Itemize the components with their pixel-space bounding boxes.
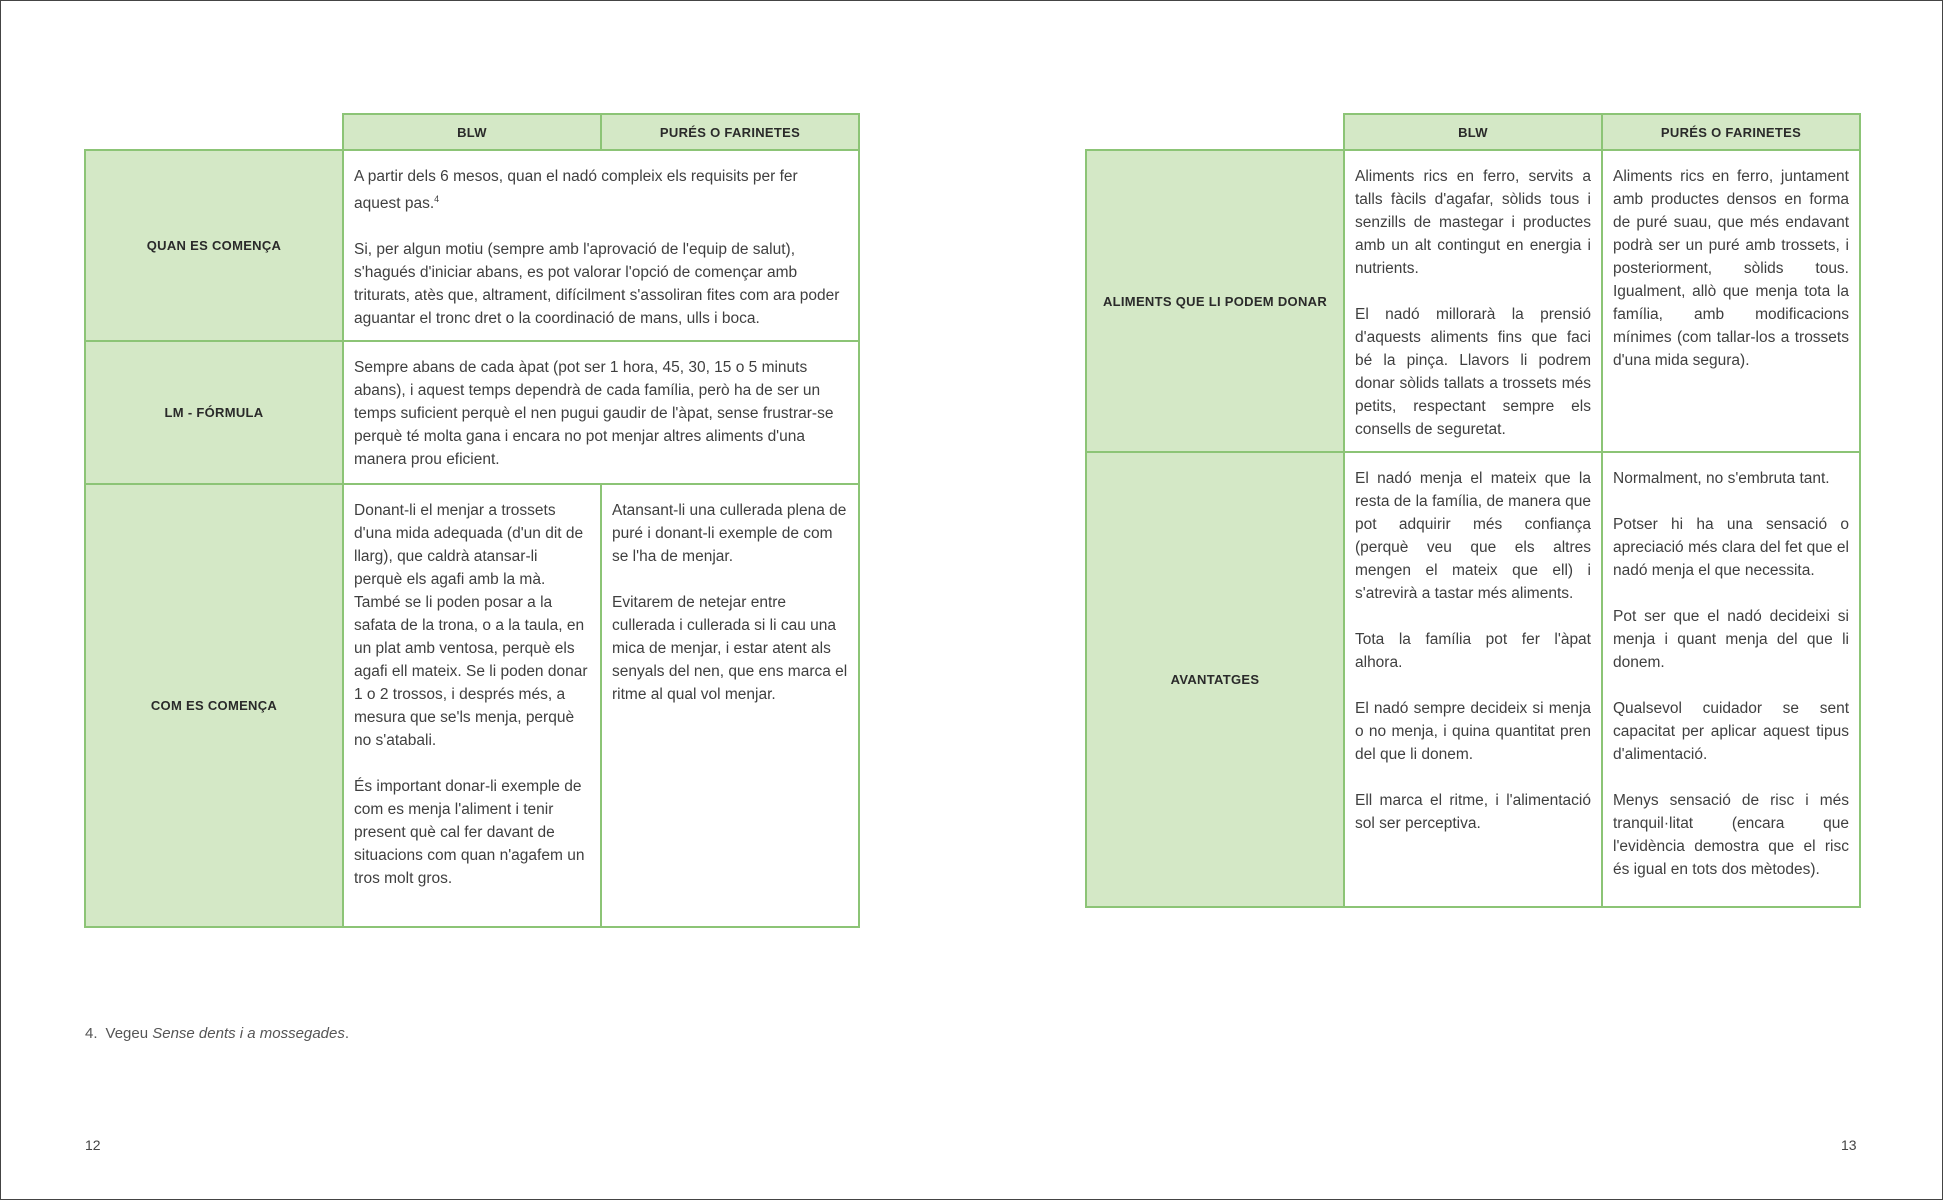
table-row: [1086, 150, 1860, 452]
header-blw: BLW: [343, 114, 601, 150]
paragraph: Qualsevol cuidador se sent capacitat per aplicar aquest tipus d'alimentació.: [1613, 700, 1849, 763]
footnote-suffix: .: [344, 1025, 350, 1042]
table-row: [1086, 452, 1860, 907]
cell-quan-es-comenca: [343, 150, 859, 341]
row-label-aliments: ALIMENTS QUE LI PODEM DONAR: [1086, 150, 1344, 452]
footnote-number: 4.: [85, 1025, 98, 1042]
header-pures: PURÉS O FARINETES: [601, 114, 859, 150]
paragraph: Aliments rics en ferro, juntament amb productes densos en forma de puré suau, que més endavant podrà ser un puré amb trossets, i posteriorment, sòlids tous. Igualment, allò que menja tota la família, amb modificacions mínimes (com tallar-los a trossets d'una mida segura).: [1613, 168, 1849, 369]
paragraph: El nadó menja el mateix que la resta de la família, de manera que pot adquirir més confiança (perquè veu que els altres mengen el mateix que ell) i s'atrevirà a tastar més aliments.: [1355, 470, 1591, 602]
paragraph: Menys sensació de risc i més tranquil·litat (encara que l'evidència demostra que el risc és igual en tots dos mètodes).: [1613, 792, 1849, 878]
paragraph: Sempre abans de cada àpat (pot ser 1 hora, 45, 30, 15 o 5 minuts abans), i aquest temps dependrà de cada família, però ha de ser un temps suficient perquè el nen pugui gaudir de l'àpat, sense frustrar-se perquè té molta gana i encara no pot menjar altres aliments d'una manera prou eficient.: [354, 359, 834, 469]
paragraph: Ell marca el ritme, i l'alimentació sol ser perceptiva.: [1355, 792, 1591, 832]
cell-com-es-comenca-blw: [343, 484, 601, 927]
table-row: [85, 484, 859, 927]
table-row: [85, 150, 859, 341]
footnote-reference-title: Sense dents i a mossegades: [152, 1025, 345, 1042]
paragraph: Atansant-li una cullerada plena de puré i donant-li exemple de com se l'ha de menjar.: [612, 502, 847, 566]
table-header-row: [1086, 114, 1860, 150]
paragraph: Normalment, no s'embruta tant.: [1613, 470, 1830, 487]
table-row: [85, 341, 859, 484]
paragraph: Si, per algun motiu (sempre amb l'aprovació de l'equip de salut), s'hagués d'iniciar abans, es pot valorar l'opció de començar amb triturats, atès que, altrament, difícilment s'assoliran fites com ara poder aguantar el tronc dret o la coordinació de mans, ulls i boca.: [354, 241, 840, 328]
cell-com-es-comenca-pures: [601, 484, 859, 927]
paragraph: Evitarem de netejar entre cullerada i cullerada si li cau una mica de menjar, i estar atent als senyals del nen, que ens marca el ritme al qual vol menjar.: [612, 594, 848, 704]
paragraph: Donant-li el menjar a trossets d'una mida adequada (d'un dit de llarg), que caldrà atansar-li perquè els agafi amb la mà. També se li poden posar a la safata de la trona, o a la taula, en un plat amb ventosa, perquè els agafi ell mateix. Se li poden donar 1 o 2 trossos, i després més, a mesura que se'ls menja, perquè no s'atabali.: [354, 502, 588, 750]
footnote-prefix: Vegeu: [105, 1025, 153, 1042]
row-label-com-es-comenca: COM ES COMENÇA: [85, 484, 343, 927]
paragraph: El nadó sempre decideix si menja o no menja, i quina quantitat pren del que li donem.: [1355, 700, 1591, 763]
paragraph: Tota la família pot fer l'àpat alhora.: [1355, 631, 1591, 671]
paragraph: És important donar-li exemple de com es menja l'aliment i tenir present què cal fer davant de situacions com quan n'agafem un tros molt gros.: [354, 778, 585, 888]
table-corner: [85, 114, 343, 150]
header-pures: PURÉS O FARINETES: [1602, 114, 1860, 150]
row-label-quan-es-comenca: QUAN ES COMENÇA: [85, 150, 343, 341]
row-label-lm-formula: LM - FÓRMULA: [85, 341, 343, 484]
cell-lm-formula: [343, 341, 859, 484]
left-comparison-table: [84, 113, 860, 928]
footnote: [85, 1025, 349, 1042]
page-number-left: 12: [85, 1137, 101, 1153]
header-blw: BLW: [1344, 114, 1602, 150]
row-label-avantatges: AVANTATGES: [1086, 452, 1344, 907]
cell-aliments-pures: [1602, 150, 1860, 452]
table-corner: [1086, 114, 1344, 150]
page-number-right: 13: [1841, 1137, 1857, 1153]
paragraph: Aliments rics en ferro, servits a talls fàcils d'agafar, sòlids tous i senzills de mastegar i productes amb un alt contingut en energia i nutrients.: [1355, 168, 1591, 277]
paragraph: Potser hi ha una sensació o apreciació més clara del fet que el nadó menja el que necessita.: [1613, 516, 1849, 579]
table-header-row: [85, 114, 859, 150]
cell-avantatges-pures: [1602, 452, 1860, 907]
right-comparison-table: [1085, 113, 1861, 908]
paragraph: Pot ser que el nadó decideixi si menja i quant menja del que li donem.: [1613, 608, 1849, 671]
footnote-ref: 4: [434, 194, 440, 204]
paragraph: El nadó millorarà la prensió d'aquests aliments fins que faci bé la pinça. Llavors li podrem donar sòlids tallats a trossets més petits, respectant sempre els consells de seguretat.: [1355, 306, 1591, 438]
cell-aliments-blw: [1344, 150, 1602, 452]
paragraph: A partir dels 6 mesos, quan el nadó compleix els requisits per fer aquest pas.$^4$: [354, 168, 798, 213]
cell-avantatges-blw: [1344, 452, 1602, 907]
